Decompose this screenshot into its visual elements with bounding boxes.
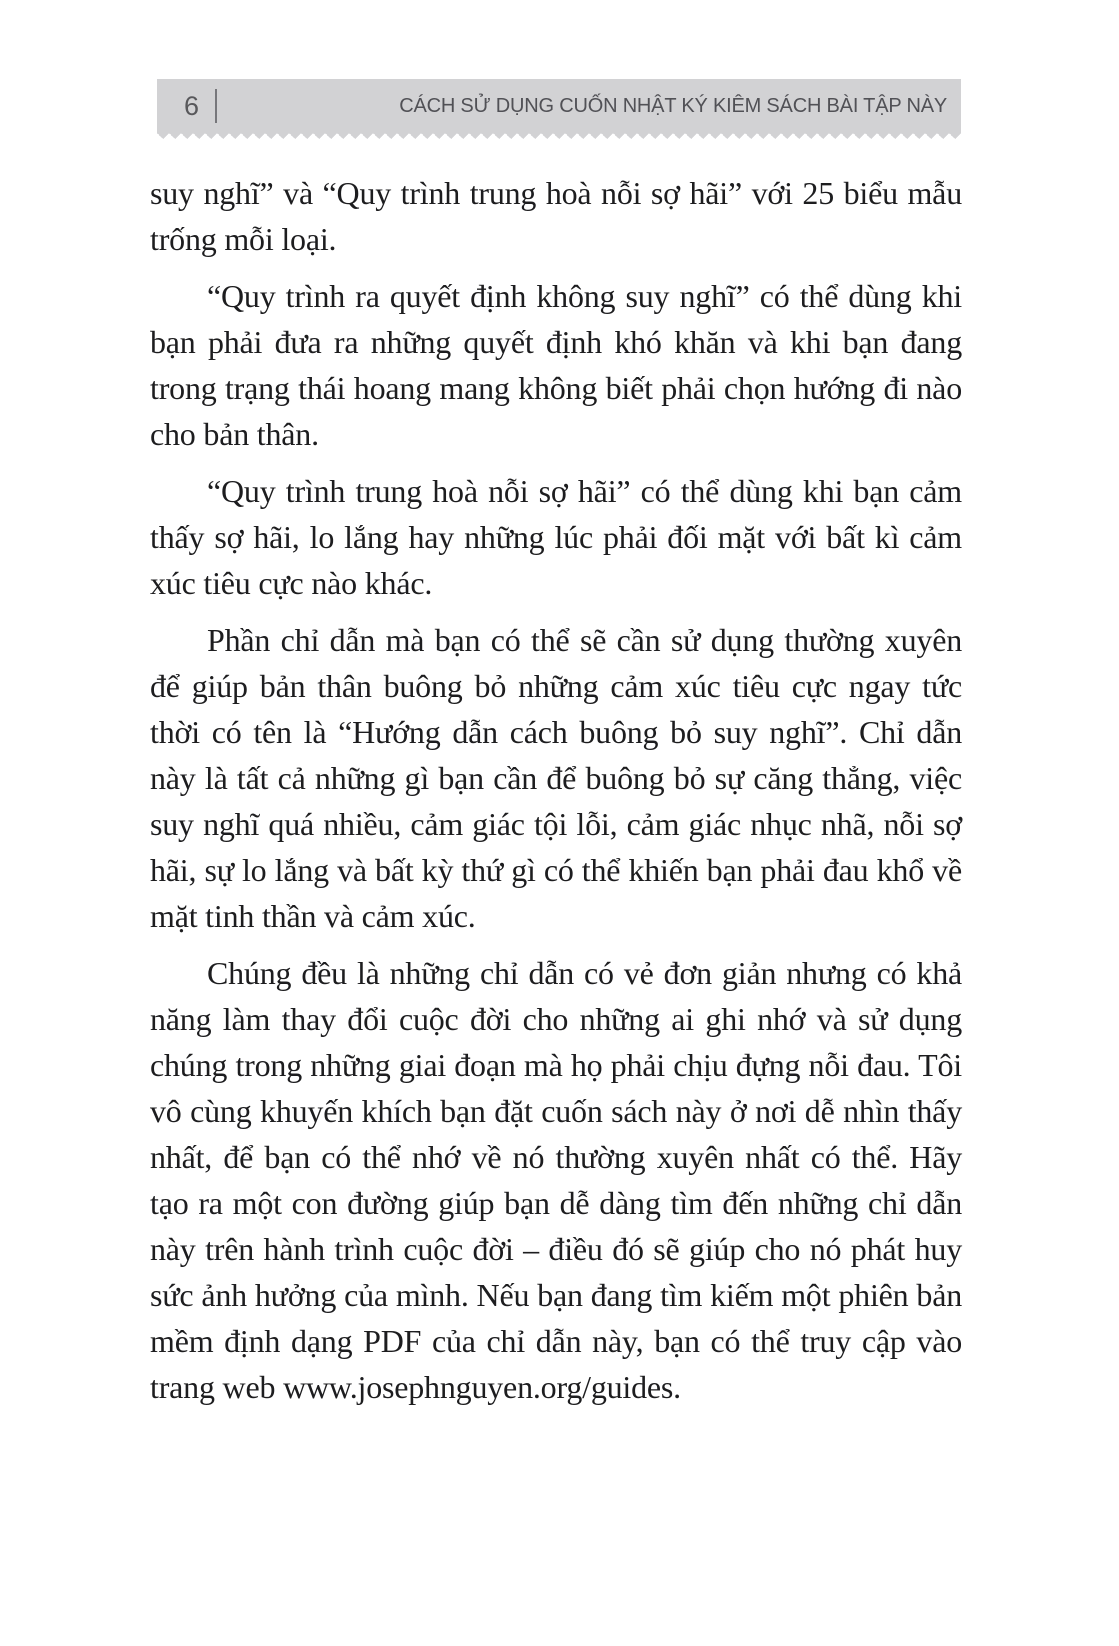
body-paragraph: “Quy trình trung hoà nỗi sợ hãi” có thể dùng khi bạn cảm thấy sợ hãi, lo lắng hay những lúc phải đối mặt với bất kì cảm xúc tiêu cực nào khác. bbox=[150, 473, 962, 601]
body-text-block bbox=[150, 170, 962, 1421]
page-number: 6 bbox=[184, 90, 200, 121]
body-paragraph: Chúng đều là những chỉ dẫn có vẻ đơn giản nhưng có khả năng làm thay đổi cuộc đời cho những ai ghi nhớ và sử dụng chúng trong những giai đoạn mà họ phải chịu đựng nỗi đau. Tôi vô cùng khuyến khích bạn đặt cuốn sách này ở nơi dễ nhìn thấy nhất, để bạn có thể nhớ về nó thường xuyên nhất có thể. Hãy tạo ra một con đường giúp bạn dễ dàng tìm đến những chỉ dẫn này trên hành trình cuộc đời – điều đó sẽ giúp cho nó phát huy sức ảnh hưởng của mình. Nếu bạn đang tìm kiếm một phiên bản mềm định dạng PDF của chỉ dẫn này, bạn có thể truy cập vào trang web www.josephnguyen.org/guides. bbox=[150, 955, 962, 1405]
running-header-title: CÁCH SỬ DỤNG CUỐN NHẬT KÝ KIÊM SÁCH BÀI TẬP NÀY bbox=[399, 94, 947, 117]
header-bar bbox=[157, 79, 961, 133]
body-paragraph: suy nghĩ” và “Quy trình trung hoà nỗi sợ hãi” với 25 biểu mẫu trống mỗi loại. bbox=[150, 175, 962, 257]
header-divider bbox=[215, 89, 217, 123]
body-paragraph: “Quy trình ra quyết định không suy nghĩ” có thể dùng khi bạn phải đưa ra những quyết định khó khăn và khi bạn đang trong trạng thái hoang mang không biết phải chọn hướng đi nào cho bản thân. bbox=[150, 278, 962, 452]
running-header bbox=[157, 79, 961, 139]
header-zigzag-edge bbox=[157, 133, 961, 139]
body-paragraph: Phần chỉ dẫn mà bạn có thể sẽ cần sử dụng thường xuyên để giúp bản thân buông bỏ những cảm xúc tiêu cực ngay tức thời có tên là “Hướng dẫn cách buông bỏ suy nghĩ”. Chỉ dẫn này là tất cả những gì bạn cần để buông bỏ sự căng thẳng, việc suy nghĩ quá nhiều, cảm giác tội lỗi, cảm giác nhục nhã, nỗi sợ hãi, sự lo lắng và bất kỳ thứ gì có thể khiến bạn phải đau khổ về mặt tinh thần và cảm xúc. bbox=[150, 622, 962, 934]
